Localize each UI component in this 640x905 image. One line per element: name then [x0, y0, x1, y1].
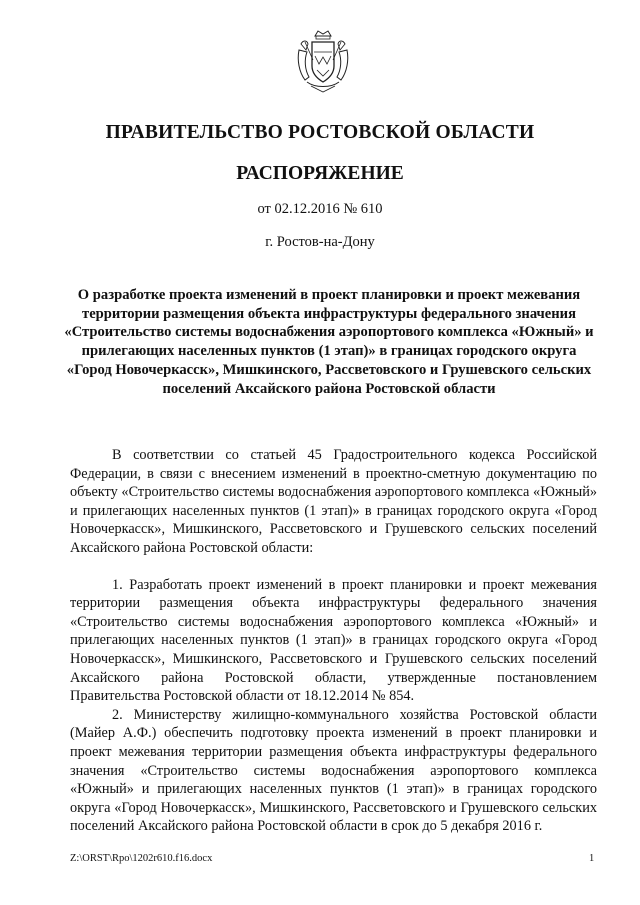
item-1-paragraph: 1. Разработать проект изменений в проект планировки и проект межевания территории размещения объекта инфраструктуры федерального значения «Строительство системы водоснабжения аэропортового комплекса «Южный» и прилегающих населенных пунктов (1 этап)» в границах городского округа «Город Новочеркасск», Мишкинского, Рассветовского и Грушевского сельских поселений Аксайского района Ростовской области, утвержденные постановлением Правительства Ростовской области от 18.12.2014 № 854. — [70, 576, 597, 705]
government-title: ПРАВИТЕЛЬСТВО РОСТОВСКОЙ ОБЛАСТИ — [105, 122, 535, 143]
city: г. Ростов-на-Дону — [265, 234, 375, 250]
document-subject: О разработке проекта изменений в проект планировки и проект межевания территории размещения объекта инфраструктуры федерального значения «Строительство системы водоснабжения аэропортового комплекса «Южный» и прилегающих населенных пунктов (1 этап)» в границах городского округа «Город Новочеркасск», Мишкинского, Рассветовского и Грушевского сельских поселений Аксайского района Ростовской области — [64, 287, 594, 397]
document-body — [70, 446, 597, 836]
coat-of-arms-icon — [295, 30, 351, 94]
item-2-paragraph: 2. Министерству жилищно-коммунального хозяйства Ростовской области (Майер А.Ф.) обеспечить подготовку проекта изменений в проект планировки и проект межевания территории размещения объекта инфраструктуры федерального значения «Строительство системы водоснабжения аэропортового комплекса «Южный» и прилегающих населенных пунктов (1 этап)» в границах городского округа «Город Новочеркасск», Мишкинского, Рассветовского и Грушевского сельских поселений Аксайского района Ростовской области в срок до 5 декабря 2016 г. — [70, 706, 597, 835]
date-number: от 02.12.2016 № 610 — [257, 201, 383, 217]
footer-file-path: Z:\ORST\Rpo\1202r610.f16.docx — [70, 853, 213, 864]
document-type: РАСПОРЯЖЕНИЕ — [236, 163, 404, 184]
page-number: 1 — [589, 853, 595, 864]
intro-paragraph: В соответствии со статьей 45 Градостроительного кодекса Российской Федерации, в связи с внесением изменений в проектно-сметную документацию по объекту «Строительство системы водоснабжения аэропортового комплекса «Южный» и прилегающих населенных пунктов (1 этап)» в границах городского округа «Город Новочеркасск», Мишкинского, Рассветовского и Грушевского сельских поселений Аксайского района Ростовской области: — [70, 447, 597, 556]
